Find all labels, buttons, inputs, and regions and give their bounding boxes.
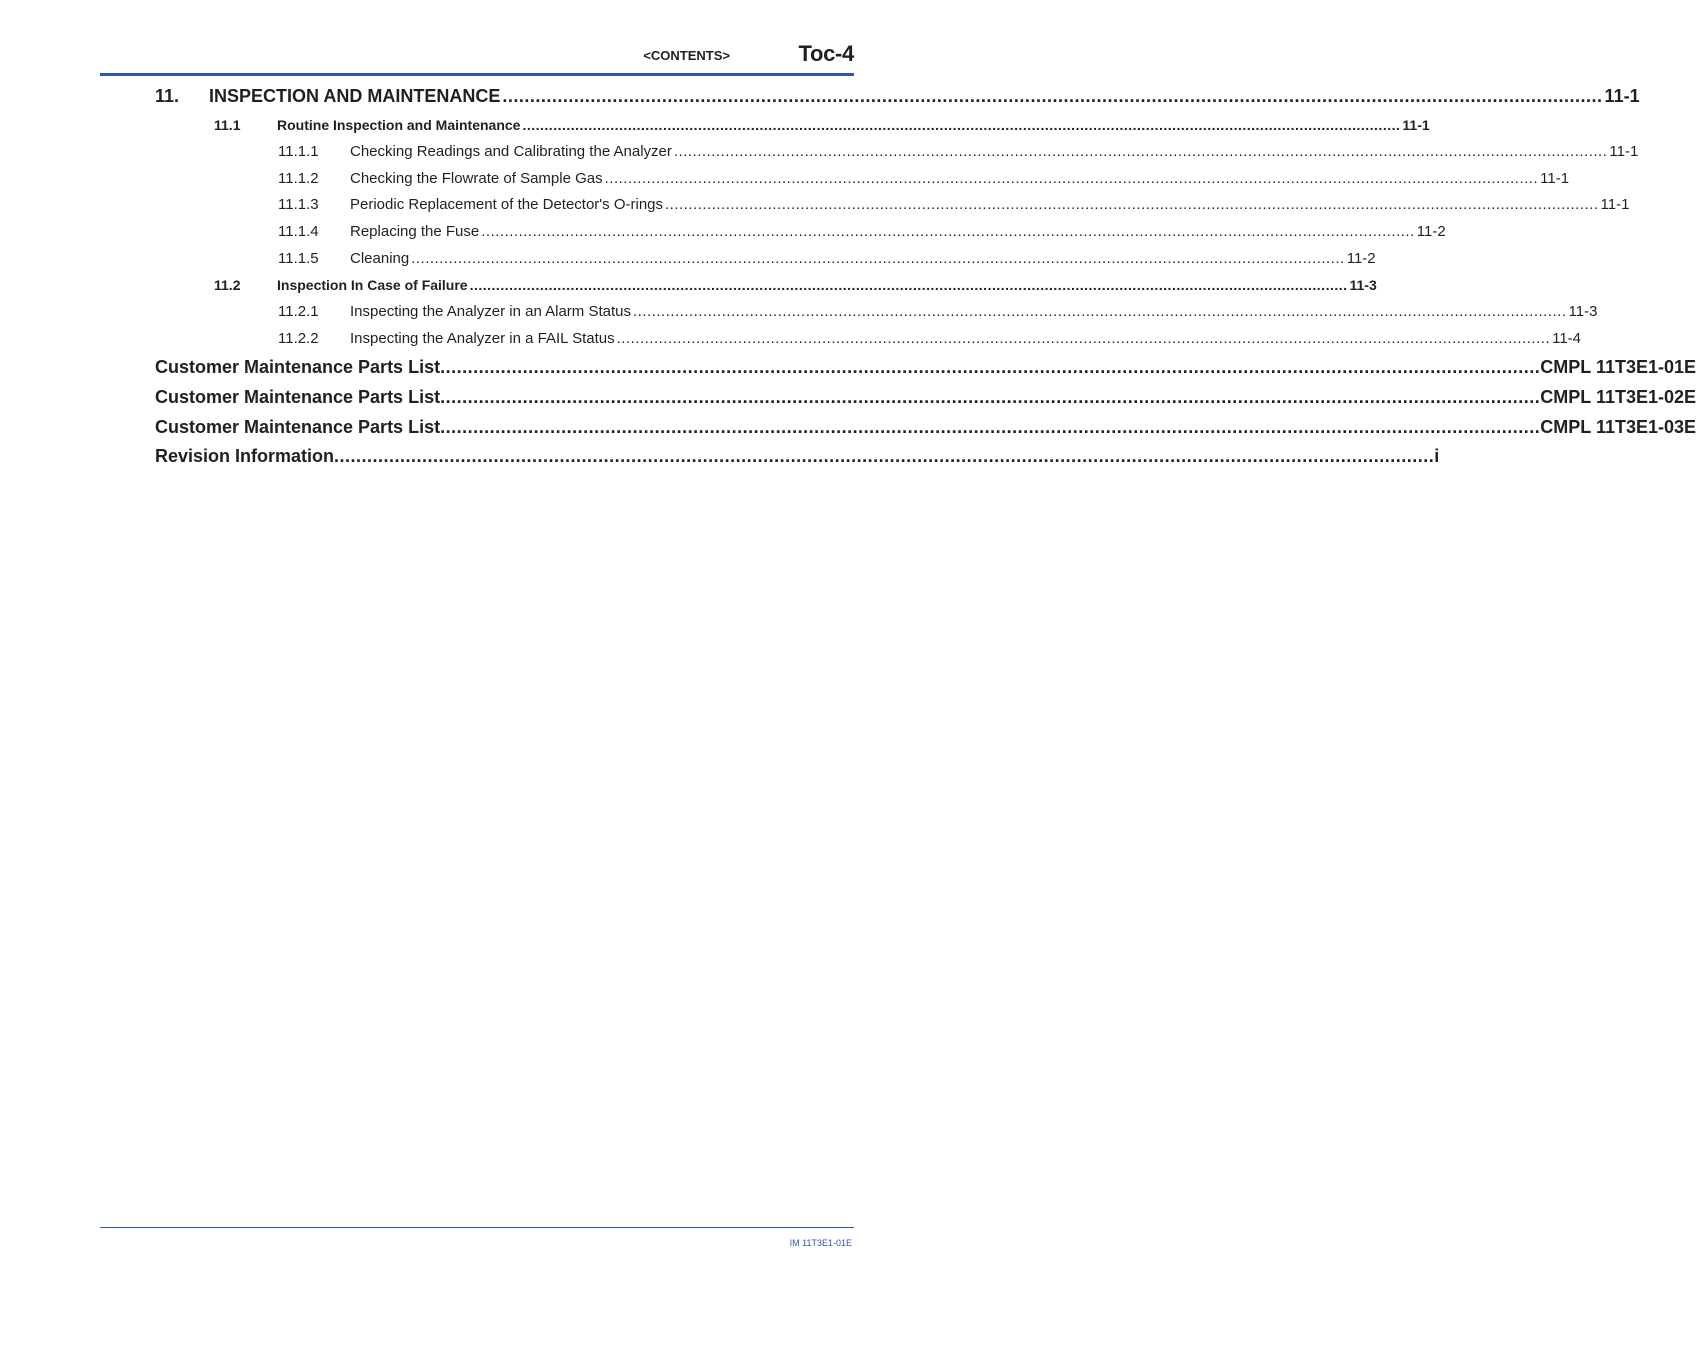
toc-title: Revision Information (155, 446, 335, 466)
toc-number: 11.1 (214, 117, 241, 133)
toc-number: 11.2.2 (278, 330, 319, 347)
toc-subsection-11-1-1[interactable] (278, 143, 1639, 160)
toc-revision-information[interactable] (155, 446, 1440, 467)
dot-leader: ........................................................................................................................................................................................................ (673, 143, 1608, 160)
toc-section-11-1[interactable] (214, 117, 1430, 133)
toc-number: 11.1.3 (278, 196, 319, 213)
dot-leader: ........................................................................................................................................................................................................ (440, 387, 1541, 407)
toc-title: Cleaning (350, 250, 410, 267)
toc-subsection-11-1-2[interactable] (278, 170, 1570, 187)
dot-leader: ........................................................................................................................................................................................................ (665, 196, 1599, 213)
toc-number: 11.1.5 (278, 250, 319, 267)
toc-title: Periodic Replacement of the Detector's O-rings (350, 196, 664, 213)
toc-number: 11. (155, 86, 180, 106)
toc-title: Replacing the Fuse (350, 223, 480, 240)
toc-page: 11-1 (1600, 196, 1630, 213)
toc-page: 11-1 (1609, 143, 1639, 160)
toc-subsection-11-1-3[interactable] (278, 196, 1630, 213)
toc-parts-list-01[interactable] (155, 357, 1696, 378)
dot-leader: ........................................................................................................................................................................................................ (440, 357, 1541, 377)
dot-leader: ........................................................................................................................................................................................................ (604, 170, 1539, 187)
toc-title: Customer Maintenance Parts List (155, 387, 441, 407)
dot-leader: ........................................................................................................................................................................................................ (469, 277, 1348, 293)
toc-page: 11-1 (1604, 86, 1640, 106)
toc-page: CMPL 11T3E1-03E (1540, 417, 1696, 437)
dot-leader: ........................................................................................................................................................................................................ (502, 86, 1603, 106)
toc-parts-list-02[interactable] (155, 387, 1696, 408)
toc-page: 11-1 (1540, 170, 1570, 187)
toc-title: Checking the Flowrate of Sample Gas (350, 170, 603, 187)
toc-number: 11.1.2 (278, 170, 319, 187)
toc-page: CMPL 11T3E1-02E (1540, 387, 1696, 407)
toc-page: CMPL 11T3E1-01E (1540, 357, 1696, 377)
toc-title: Inspection In Case of Failure (277, 277, 468, 293)
toc-title: Inspecting the Analyzer in an Alarm Status (350, 303, 631, 320)
toc-title: Inspecting the Analyzer in a FAIL Status (350, 330, 615, 347)
toc-title: Customer Maintenance Parts List (155, 417, 441, 437)
dot-leader: ........................................................................................................................................................................................................ (440, 417, 1541, 437)
toc-number: 11.1.1 (278, 143, 319, 160)
toc-title: Customer Maintenance Parts List (155, 357, 441, 377)
toc-title: INSPECTION AND MAINTENANCE (209, 86, 501, 106)
page-label: Toc-4 (798, 41, 854, 66)
contents-label: <CONTENTS> (643, 48, 730, 63)
dot-leader: ........................................................................................................................................................................................................ (616, 330, 1551, 347)
toc-subsection-11-1-4[interactable] (278, 223, 1446, 240)
dot-leader: ........................................................................................................................................................................................................ (411, 250, 1345, 267)
header-rule (100, 73, 854, 76)
toc-title: Checking Readings and Calibrating the Analyzer (350, 143, 672, 160)
toc-number: 11.2 (214, 277, 241, 293)
toc-subsection-11-2-1[interactable] (278, 303, 1598, 320)
document-id: IM 11T3E1-01E (789, 1238, 852, 1248)
toc-page: 11-1 (1402, 117, 1430, 133)
dot-leader: ........................................................................................................................................................................................................ (522, 117, 1401, 133)
toc-page: 11-3 (1349, 277, 1377, 293)
toc-section-11-2[interactable] (214, 277, 1377, 293)
toc-page: 11-2 (1346, 250, 1376, 267)
dot-leader: ........................................................................................................................................................................................................ (334, 446, 1435, 466)
toc-page: 11-2 (1416, 223, 1446, 240)
toc-page: i (1434, 446, 1440, 466)
toc-chapter-11[interactable] (155, 86, 1640, 107)
dot-leader: ........................................................................................................................................................................................................ (481, 223, 1415, 240)
dot-leader: ........................................................................................................................................................................................................ (633, 303, 1567, 320)
toc-number: 11.2.1 (278, 303, 319, 320)
footer-rule (100, 1227, 854, 1228)
toc-subsection-11-2-2[interactable] (278, 330, 1582, 347)
toc-number: 11.1.4 (278, 223, 319, 240)
toc-page: 11-3 (1568, 303, 1598, 320)
toc-title: Routine Inspection and Maintenance (277, 117, 521, 133)
toc-page: 11-4 (1552, 330, 1582, 347)
toc-parts-list-03[interactable] (155, 417, 1696, 438)
toc-subsection-11-1-5[interactable] (278, 250, 1376, 267)
